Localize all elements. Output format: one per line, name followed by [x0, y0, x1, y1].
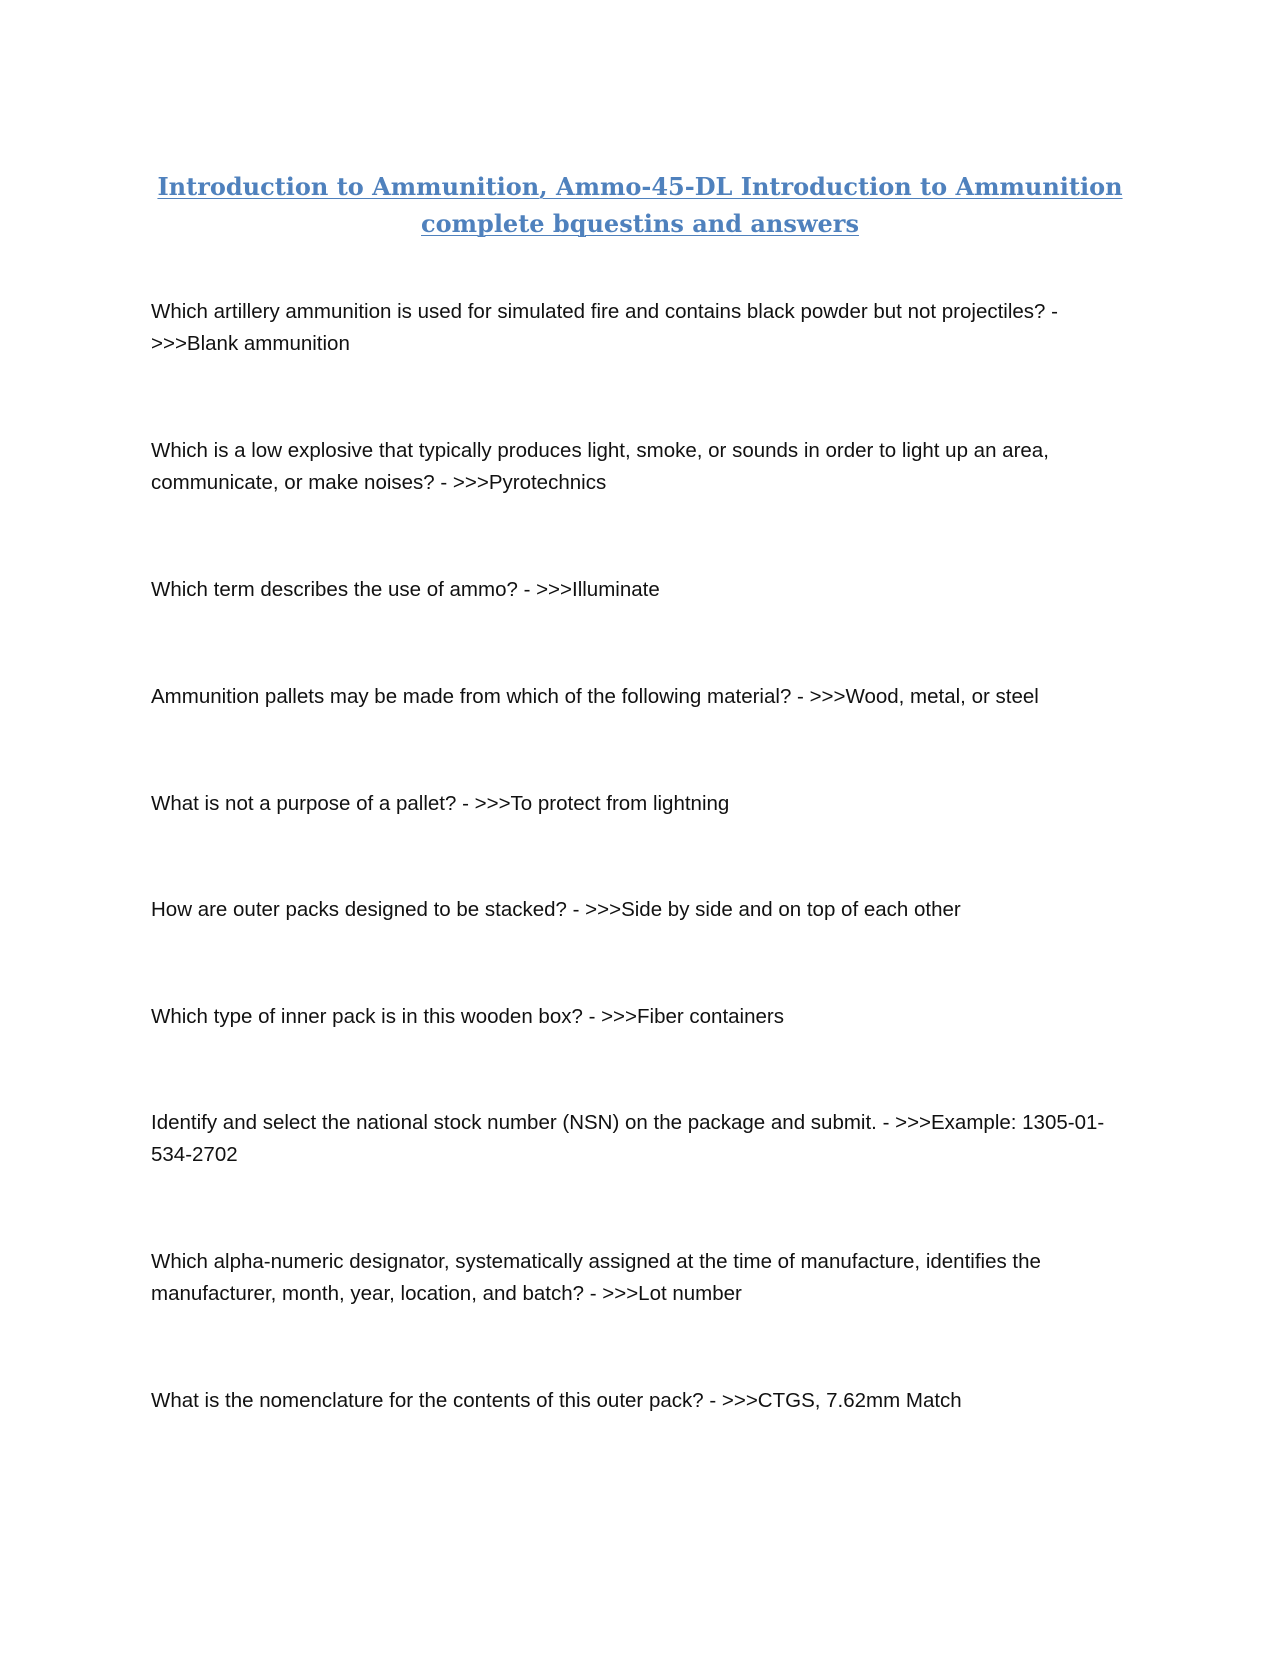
- qa-item: Which artillery ammunition is used for simulated fire and contains black powder but not projectiles? - >>>Blank ammunition: [151, 300, 1058, 355]
- document-title: Introduction to Ammunition, Ammo-45-DL Introduction to Ammunition complete bquestins and answers: [157, 172, 1123, 238]
- qa-item: Which alpha-numeric designator, systematically assigned at the time of manufacture, identifies the manufacturer, month, year, location, and batch? - >>>Lot number: [151, 1250, 1041, 1305]
- qa-item: Which term describes the use of ammo? - >>>Illuminate: [151, 578, 660, 601]
- qa-item: What is not a purpose of a pallet? - >>>To protect from lightning: [151, 792, 730, 815]
- qa-item: How are outer packs designed to be stacked? - >>>Side by side and on top of each other: [151, 898, 961, 921]
- qa-item: Which type of inner pack is in this wooden box? - >>>Fiber containers: [151, 1005, 784, 1028]
- qa-item: Ammunition pallets may be made from which of the following material? - >>>Wood, metal, or steel: [151, 685, 1039, 708]
- qa-item: What is the nomenclature for the contents of this outer pack? - >>>CTGS, 7.62mm Match: [151, 1389, 962, 1412]
- qa-item: Which is a low explosive that typically produces light, smoke, or sounds in order to light up an area, communicate, or make noises? - >>>Pyrotechnics: [151, 439, 1049, 494]
- qa-item: Identify and select the national stock number (NSN) on the package and submit. - >>>Example: 1305-01-534-2702: [151, 1111, 1105, 1166]
